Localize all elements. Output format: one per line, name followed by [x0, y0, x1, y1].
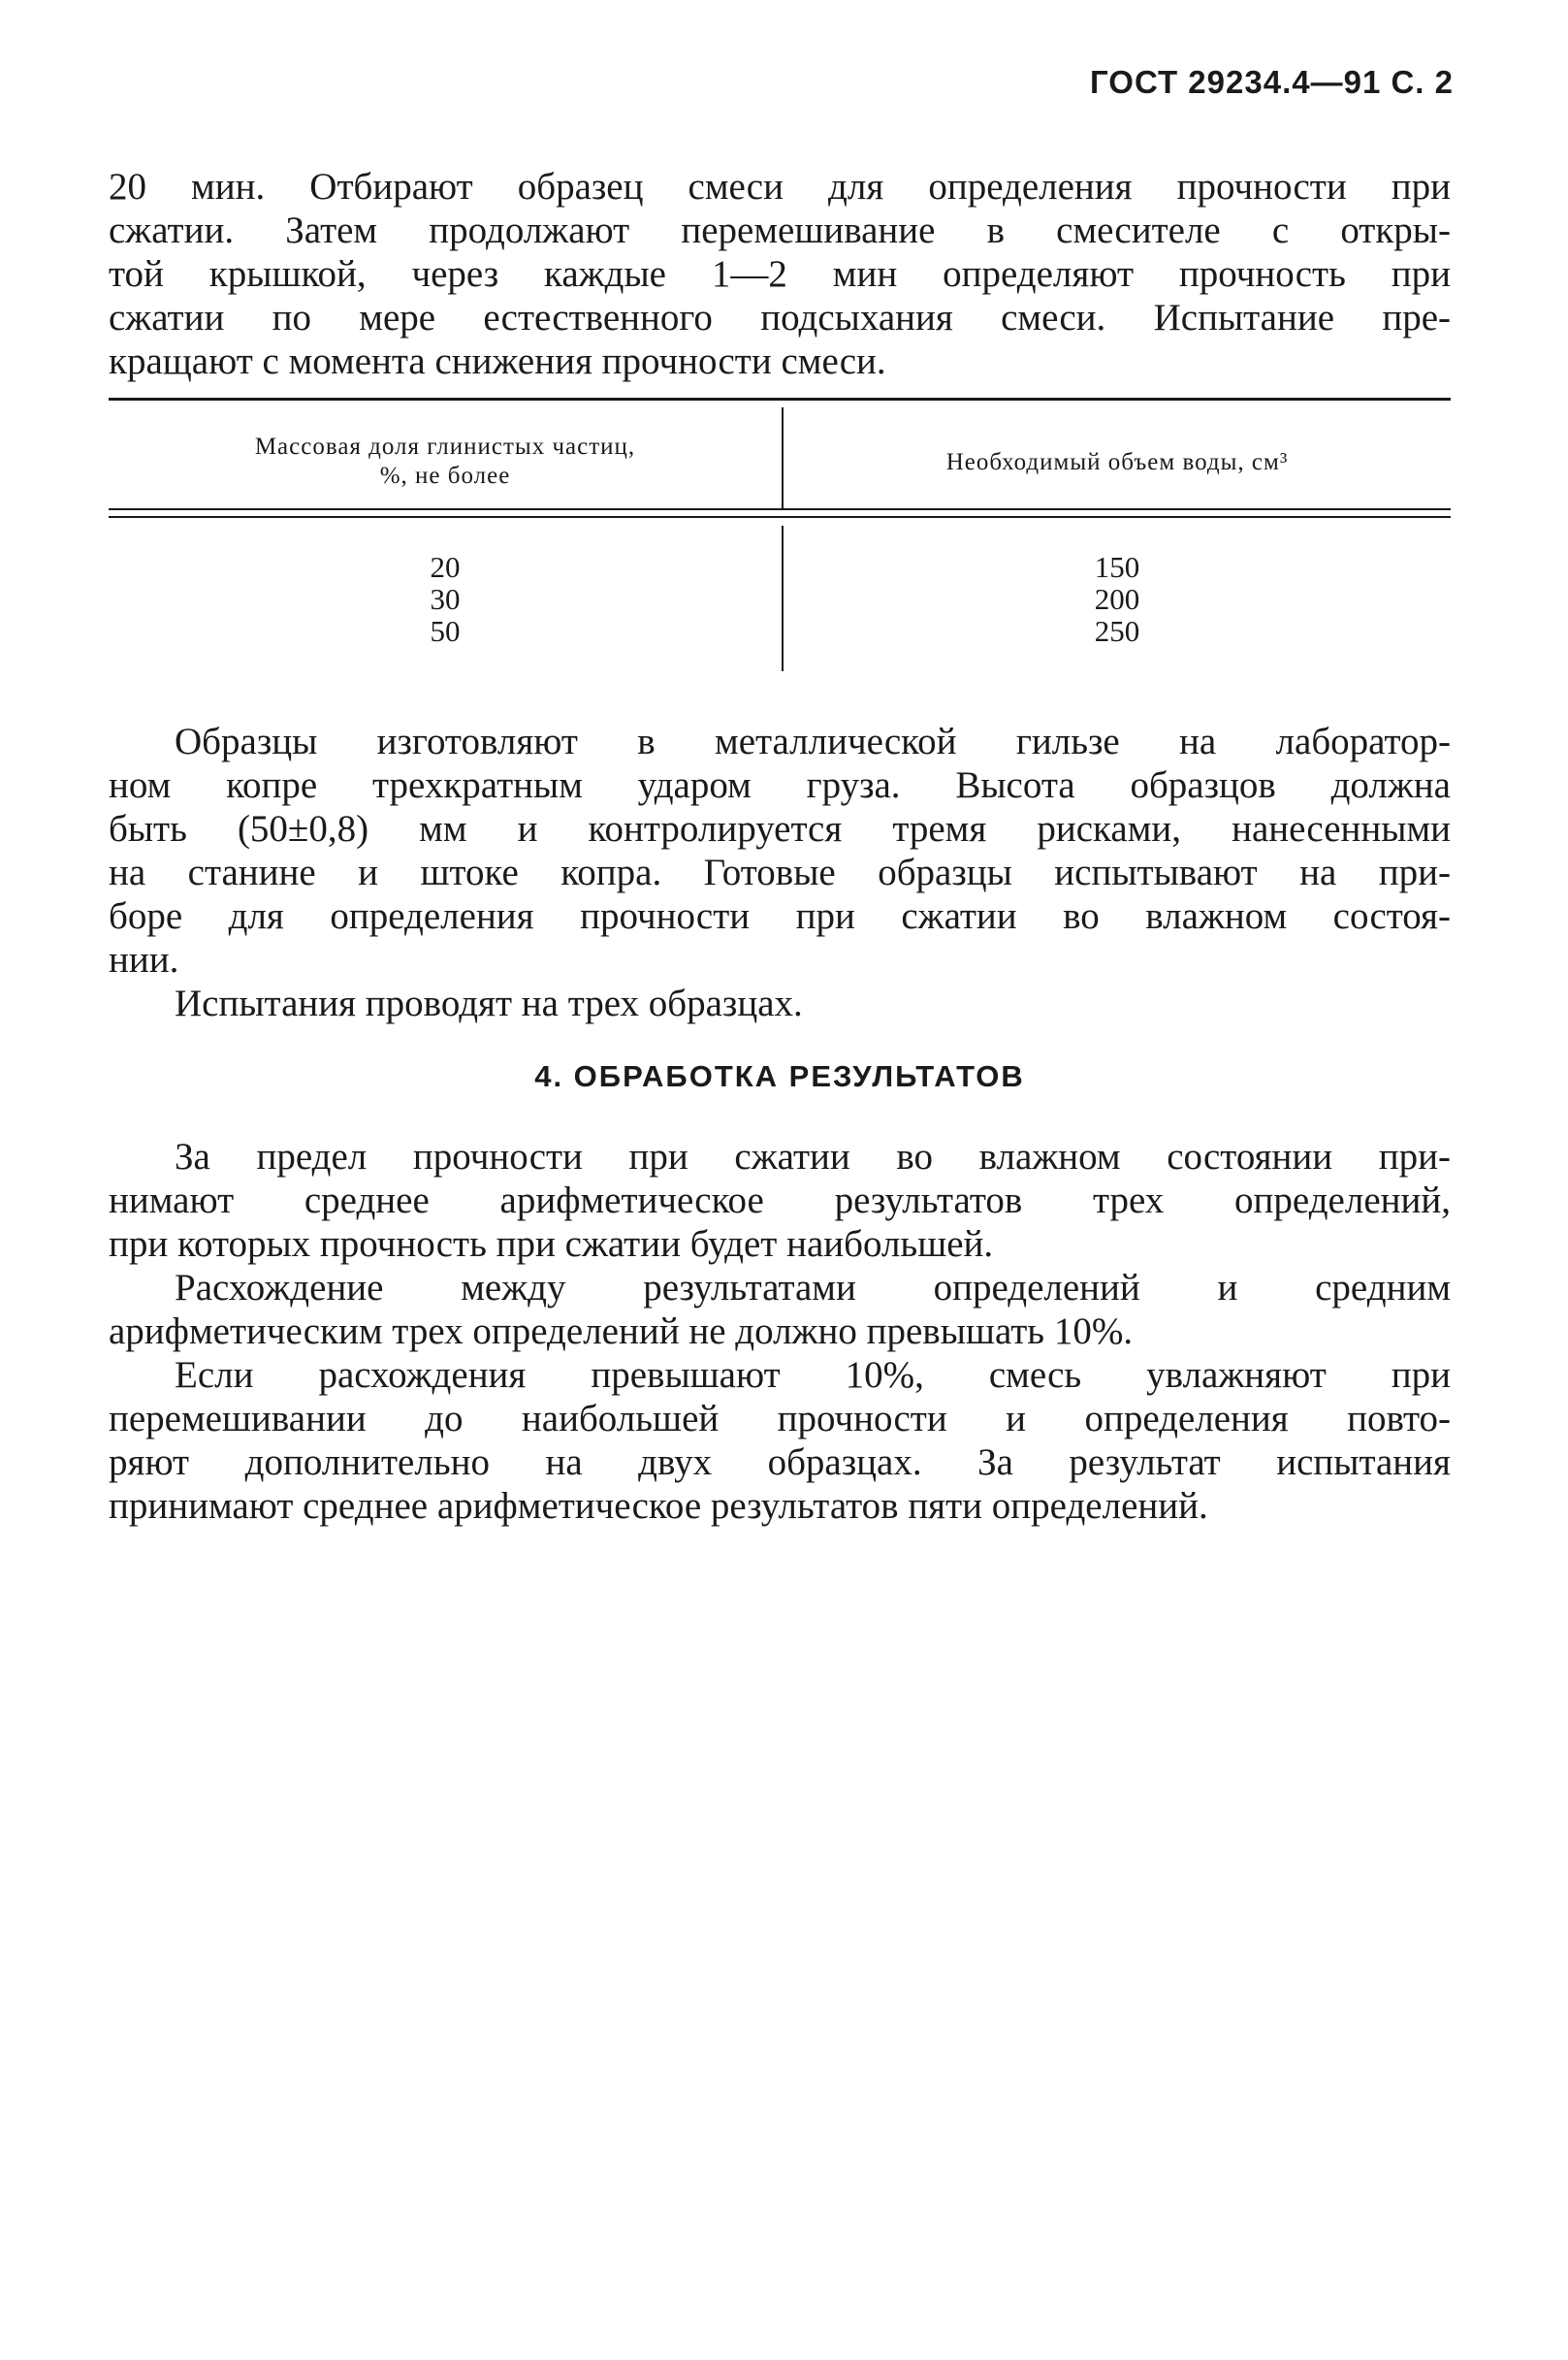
table-cell: 250	[1094, 614, 1140, 648]
text-line: сжатии. Затем продолжают перемешивание в смесителе с откры-	[109, 210, 1451, 251]
text-line: боре для определения прочности при сжатии во влажном состоя-	[109, 895, 1451, 937]
results-paragraph-1	[109, 1135, 1451, 1266]
text-line: перемешивании до наибольшей прочности и определения повто-	[109, 1398, 1451, 1439]
results-paragraph-2	[109, 1266, 1451, 1353]
table-cell: 150	[1094, 550, 1140, 584]
text-line: быть (50±0,8) мм и контролируется тремя рисками, нанесенными	[109, 808, 1451, 850]
text-line: при которых прочность при сжатии будет наибольшей.	[109, 1223, 994, 1265]
results-paragraph-3	[109, 1353, 1451, 1528]
table-header-rule-double	[109, 516, 1451, 518]
table-column-water-volume	[784, 551, 1451, 647]
table-cell: 20	[430, 550, 461, 584]
table-cell: 30	[430, 582, 461, 616]
running-header: ГОСТ 29234.4—91 С. 2	[1090, 64, 1454, 100]
text-line: ряют дополнительно на двух образцах. За результат испытания	[109, 1441, 1451, 1483]
table-top-rule	[109, 398, 1451, 401]
text-line: на станине и штоке копра. Готовые образцы испытывают на при-	[109, 852, 1451, 893]
table-header-clay-fraction: Массовая доля глинистых частиц, %, не более	[254, 434, 636, 489]
table-header-rule	[109, 508, 1451, 510]
text-line: За предел прочности при сжатии во влажном состоянии при-	[175, 1136, 1451, 1178]
text-line: Образцы изготовляют в металлической гильзе на лаборатор-	[175, 721, 1451, 762]
text-line: кращают с момента снижения прочности смеси.	[109, 340, 886, 382]
table-cell: 50	[430, 614, 461, 648]
text-line: арифметическим трех определений не должно превышать 10%.	[109, 1310, 1134, 1352]
text-line: сжатии по мере естественного подсыхания смеси. Испытание пре-	[109, 297, 1451, 339]
text-line: Расхождение между результатами определений и средним	[175, 1267, 1451, 1309]
section-title: 4. ОБРАБОТКА РЕЗУЛЬТАТОВ	[534, 1059, 1025, 1093]
table-cell: 200	[1094, 582, 1140, 616]
samples-paragraph	[109, 720, 1451, 982]
water-volume-table	[109, 398, 1451, 669]
intro-paragraph	[109, 165, 1451, 383]
text-line: Испытания проводят на трех образцах.	[175, 983, 803, 1024]
text-line: принимают среднее арифметическое результатов пяти определений.	[109, 1485, 1208, 1527]
text-line: 20 мин. Отбирают образец смеси для определения прочности при	[109, 166, 1451, 208]
table-header-water-volume: Необходимый объем воды, см³	[945, 449, 1289, 475]
table-column-clay-fraction	[109, 551, 782, 647]
text-line: Если расхождения превышают 10%, смесь увлажняют при	[175, 1354, 1451, 1396]
text-line: ном копре трехкратным ударом груза. Высота образцов должна	[109, 764, 1451, 806]
tests-paragraph	[109, 982, 1451, 1025]
text-line: нии.	[109, 939, 179, 981]
text-line: той крышкой, через каждые 1—2 мин определяют прочность при	[109, 253, 1451, 295]
text-line: нимают среднее арифметическое результатов трех определений,	[109, 1180, 1451, 1221]
